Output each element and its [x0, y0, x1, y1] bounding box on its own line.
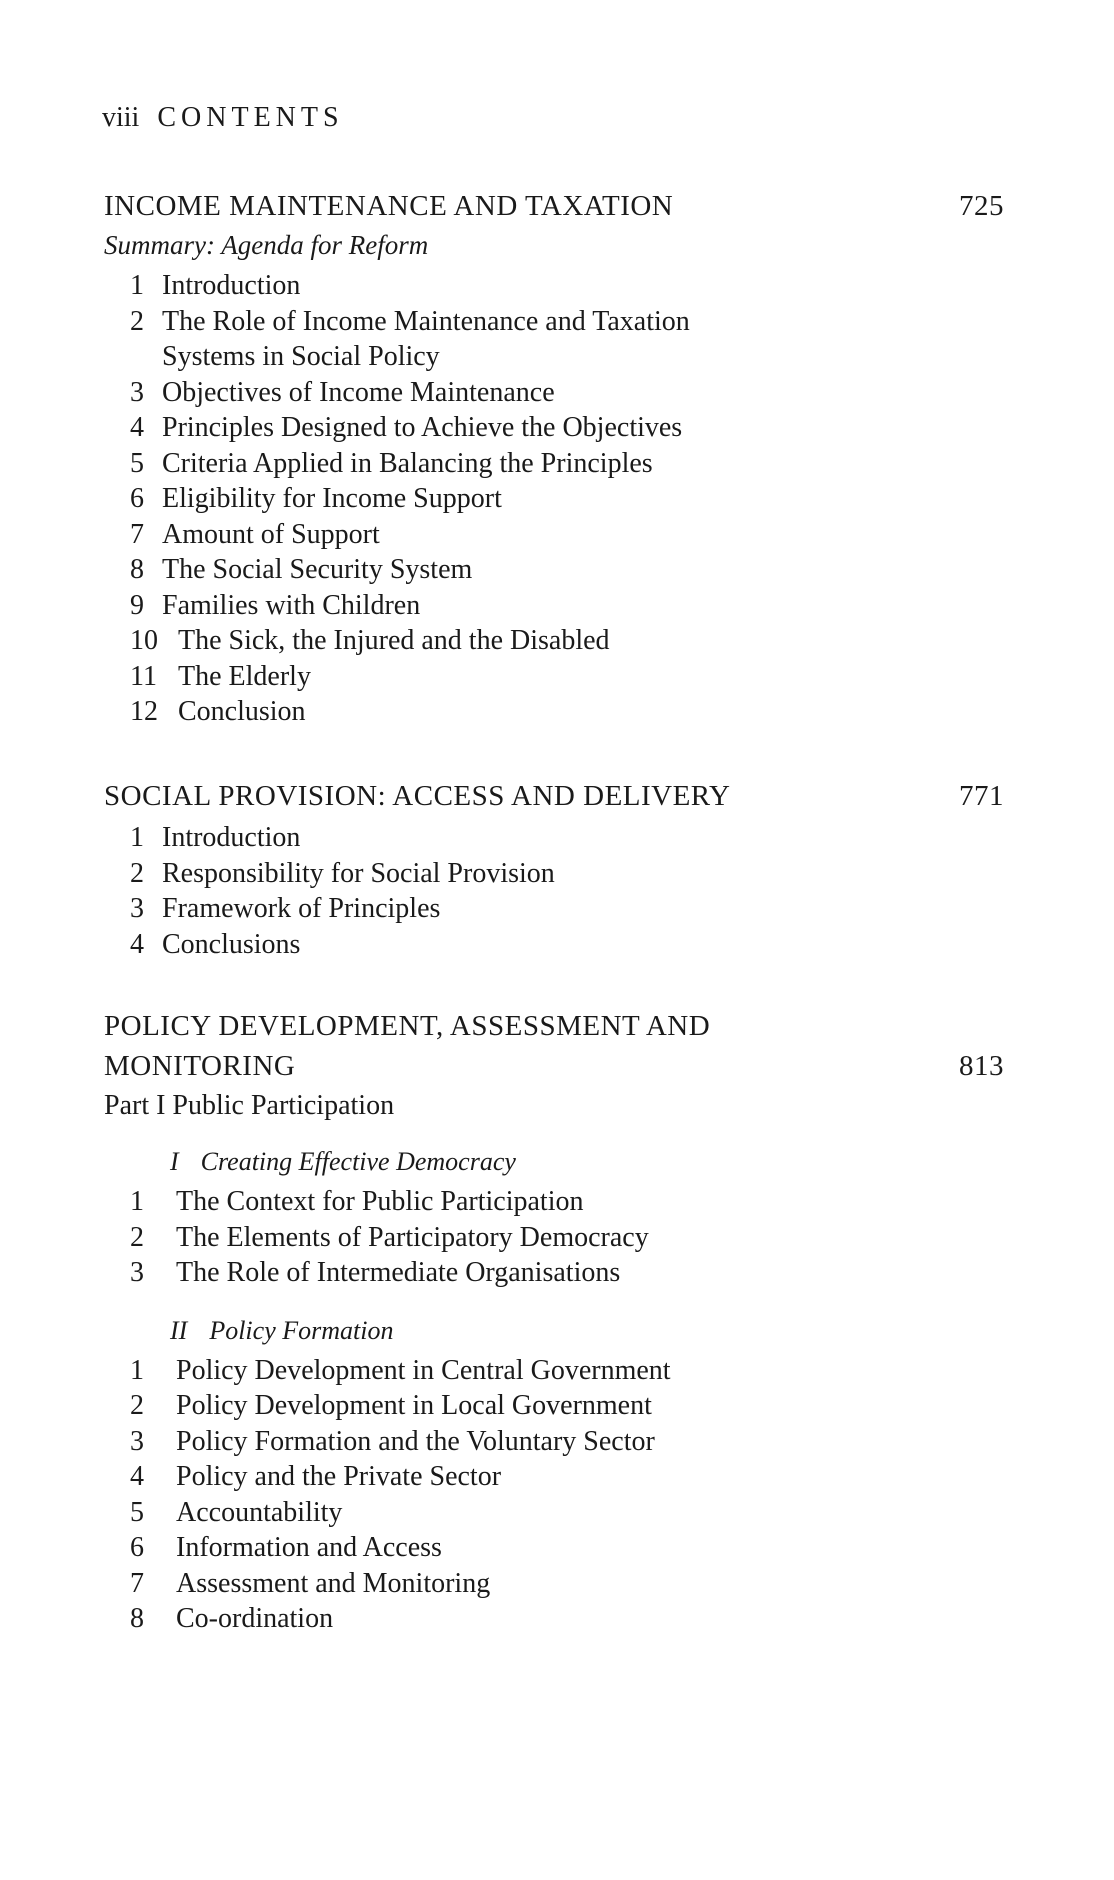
entry-title: Conclusion — [178, 696, 306, 727]
toc-entry — [104, 1495, 1004, 1531]
entry-title: Accountability — [176, 1496, 343, 1528]
entry-title: The Sick, the Injured and the Disabled — [178, 625, 610, 656]
entry-title: Families with Children — [162, 589, 421, 621]
section-heading — [104, 1006, 1004, 1086]
toc-entry — [104, 1220, 1004, 1256]
entry-number: 10 — [130, 625, 158, 656]
entry-number: 1 — [130, 822, 144, 853]
toc-entry — [104, 1530, 1004, 1566]
toc-entry — [104, 1388, 1004, 1424]
entry-title-continued: Systems in Social Policy — [162, 341, 440, 372]
entry-number: 8 — [130, 554, 144, 585]
toc-entry — [104, 268, 1004, 304]
section-heading — [104, 186, 1004, 226]
toc-entry — [104, 304, 1004, 375]
entry-number: 1 — [130, 1186, 144, 1217]
entry-number: 2 — [130, 305, 144, 337]
part-title: Part I Public Participation — [104, 1090, 395, 1121]
entry-title: Principles Designed to Achieve the Objectives — [162, 412, 683, 443]
toc-section-policy-development — [104, 1006, 1004, 1637]
section-title-line2: MONITORING — [104, 1050, 296, 1082]
entry-title: The Role of Income Maintenance and Taxation — [162, 305, 690, 337]
entry-title: Eligibility for Income Support — [162, 483, 502, 514]
toc-entry — [104, 1255, 1004, 1291]
toc-entry — [104, 1353, 1004, 1389]
running-head-title: CONTENTS — [157, 102, 344, 133]
entry-number: 5 — [130, 447, 144, 479]
section-title-line1: POLICY DEVELOPMENT, ASSESSMENT AND — [104, 1010, 711, 1042]
entry-number: 6 — [130, 483, 144, 514]
chapter-list — [104, 1353, 1004, 1637]
entry-number: 3 — [130, 376, 144, 408]
section-subtitle: Summary: Agenda for Reform — [104, 230, 429, 260]
section-page-number: 771 — [959, 780, 1004, 812]
entry-title: Introduction — [162, 270, 301, 301]
entry-number: 2 — [130, 1390, 144, 1421]
toc-entry — [104, 1424, 1004, 1460]
entry-number: 12 — [130, 696, 158, 727]
entry-number: 1 — [130, 270, 144, 301]
entry-title: The Social Security System — [162, 554, 473, 585]
entry-number: 4 — [130, 412, 144, 443]
section-heading — [104, 776, 1004, 816]
toc-entry — [104, 891, 1004, 927]
toc-entry — [104, 820, 1004, 856]
entry-title: Criteria Applied in Balancing the Principles — [162, 447, 653, 479]
toc-entry — [104, 375, 1004, 411]
running-head — [102, 100, 344, 136]
toc-entry — [104, 927, 1004, 963]
section-page-number: 725 — [959, 190, 1004, 222]
entry-number: 7 — [130, 518, 144, 550]
entry-title: Objectives of Income Maintenance — [162, 376, 555, 408]
entry-title: Co-ordination — [176, 1603, 334, 1634]
section-page-number: 813 — [959, 1050, 1004, 1082]
subsection-numeral: I — [170, 1147, 179, 1176]
toc-section-social-provision — [104, 776, 1004, 962]
section-title: INCOME MAINTENANCE AND TAXATION — [104, 190, 674, 222]
page-folio: viii — [102, 102, 140, 133]
entry-title: Introduction — [162, 822, 301, 853]
entry-title: The Elderly — [178, 660, 311, 692]
toc-entry — [104, 659, 1004, 695]
subsection-numeral: II — [170, 1315, 188, 1345]
toc-entry — [104, 410, 1004, 446]
toc-entry — [104, 481, 1004, 517]
toc-entry — [104, 1184, 1004, 1220]
subsection-heading — [104, 1144, 1004, 1180]
entry-title: Policy and the Private Sector — [176, 1461, 502, 1492]
toc-entry — [104, 552, 1004, 588]
entry-number: 3 — [130, 1425, 144, 1457]
entry-number: 6 — [130, 1532, 144, 1563]
entry-title: Information and Access — [176, 1532, 442, 1563]
entry-number: 5 — [130, 1496, 144, 1528]
entry-number: 8 — [130, 1603, 144, 1634]
entry-number: 9 — [130, 589, 144, 621]
section-title: SOCIAL PROVISION: ACCESS AND DELIVERY — [104, 780, 731, 812]
toc-entry — [104, 1566, 1004, 1602]
entry-title: Framework of Principles — [162, 893, 441, 924]
entry-number: 4 — [130, 1461, 144, 1492]
toc-entry — [104, 694, 1004, 730]
toc-entry — [104, 856, 1004, 892]
entry-number: 1 — [130, 1354, 144, 1386]
entry-number: 3 — [130, 893, 144, 924]
entry-number: 7 — [130, 1567, 144, 1599]
subsection-title: Policy Formation — [209, 1315, 394, 1345]
entry-title: Responsibility for Social Provision — [162, 857, 555, 889]
entry-number: 2 — [130, 1221, 144, 1253]
toc-entry — [104, 1601, 1004, 1637]
chapter-list — [104, 820, 1004, 962]
entry-title: The Role of Intermediate Organisations — [176, 1257, 621, 1288]
entry-title: Policy Development in Local Government — [176, 1390, 652, 1421]
entry-title: Assessment and Monitoring — [176, 1567, 491, 1599]
entry-number: 11 — [130, 660, 157, 692]
toc-entry — [104, 446, 1004, 482]
toc-section-income-maintenance — [104, 186, 1004, 730]
entry-number: 4 — [130, 928, 144, 960]
entry-title: The Context for Public Participation — [176, 1186, 584, 1217]
entry-title: Policy Formation and the Voluntary Sector — [176, 1425, 655, 1457]
entry-title: The Elements of Participatory Democracy — [176, 1221, 649, 1253]
toc-entry — [104, 623, 1004, 659]
subsection-title: Creating Effective Democracy — [200, 1147, 516, 1176]
toc-entry — [104, 588, 1004, 624]
entry-title: Conclusions — [162, 928, 301, 960]
toc-entry — [104, 517, 1004, 553]
toc-entry — [104, 1459, 1004, 1495]
chapter-list — [104, 268, 1004, 730]
entry-number: 2 — [130, 857, 144, 889]
chapter-list — [104, 1184, 1004, 1291]
entry-number: 3 — [130, 1257, 144, 1288]
entry-title: Amount of Support — [162, 518, 380, 550]
subsection-heading — [104, 1313, 1004, 1349]
entry-title: Policy Development in Central Government — [176, 1354, 671, 1386]
